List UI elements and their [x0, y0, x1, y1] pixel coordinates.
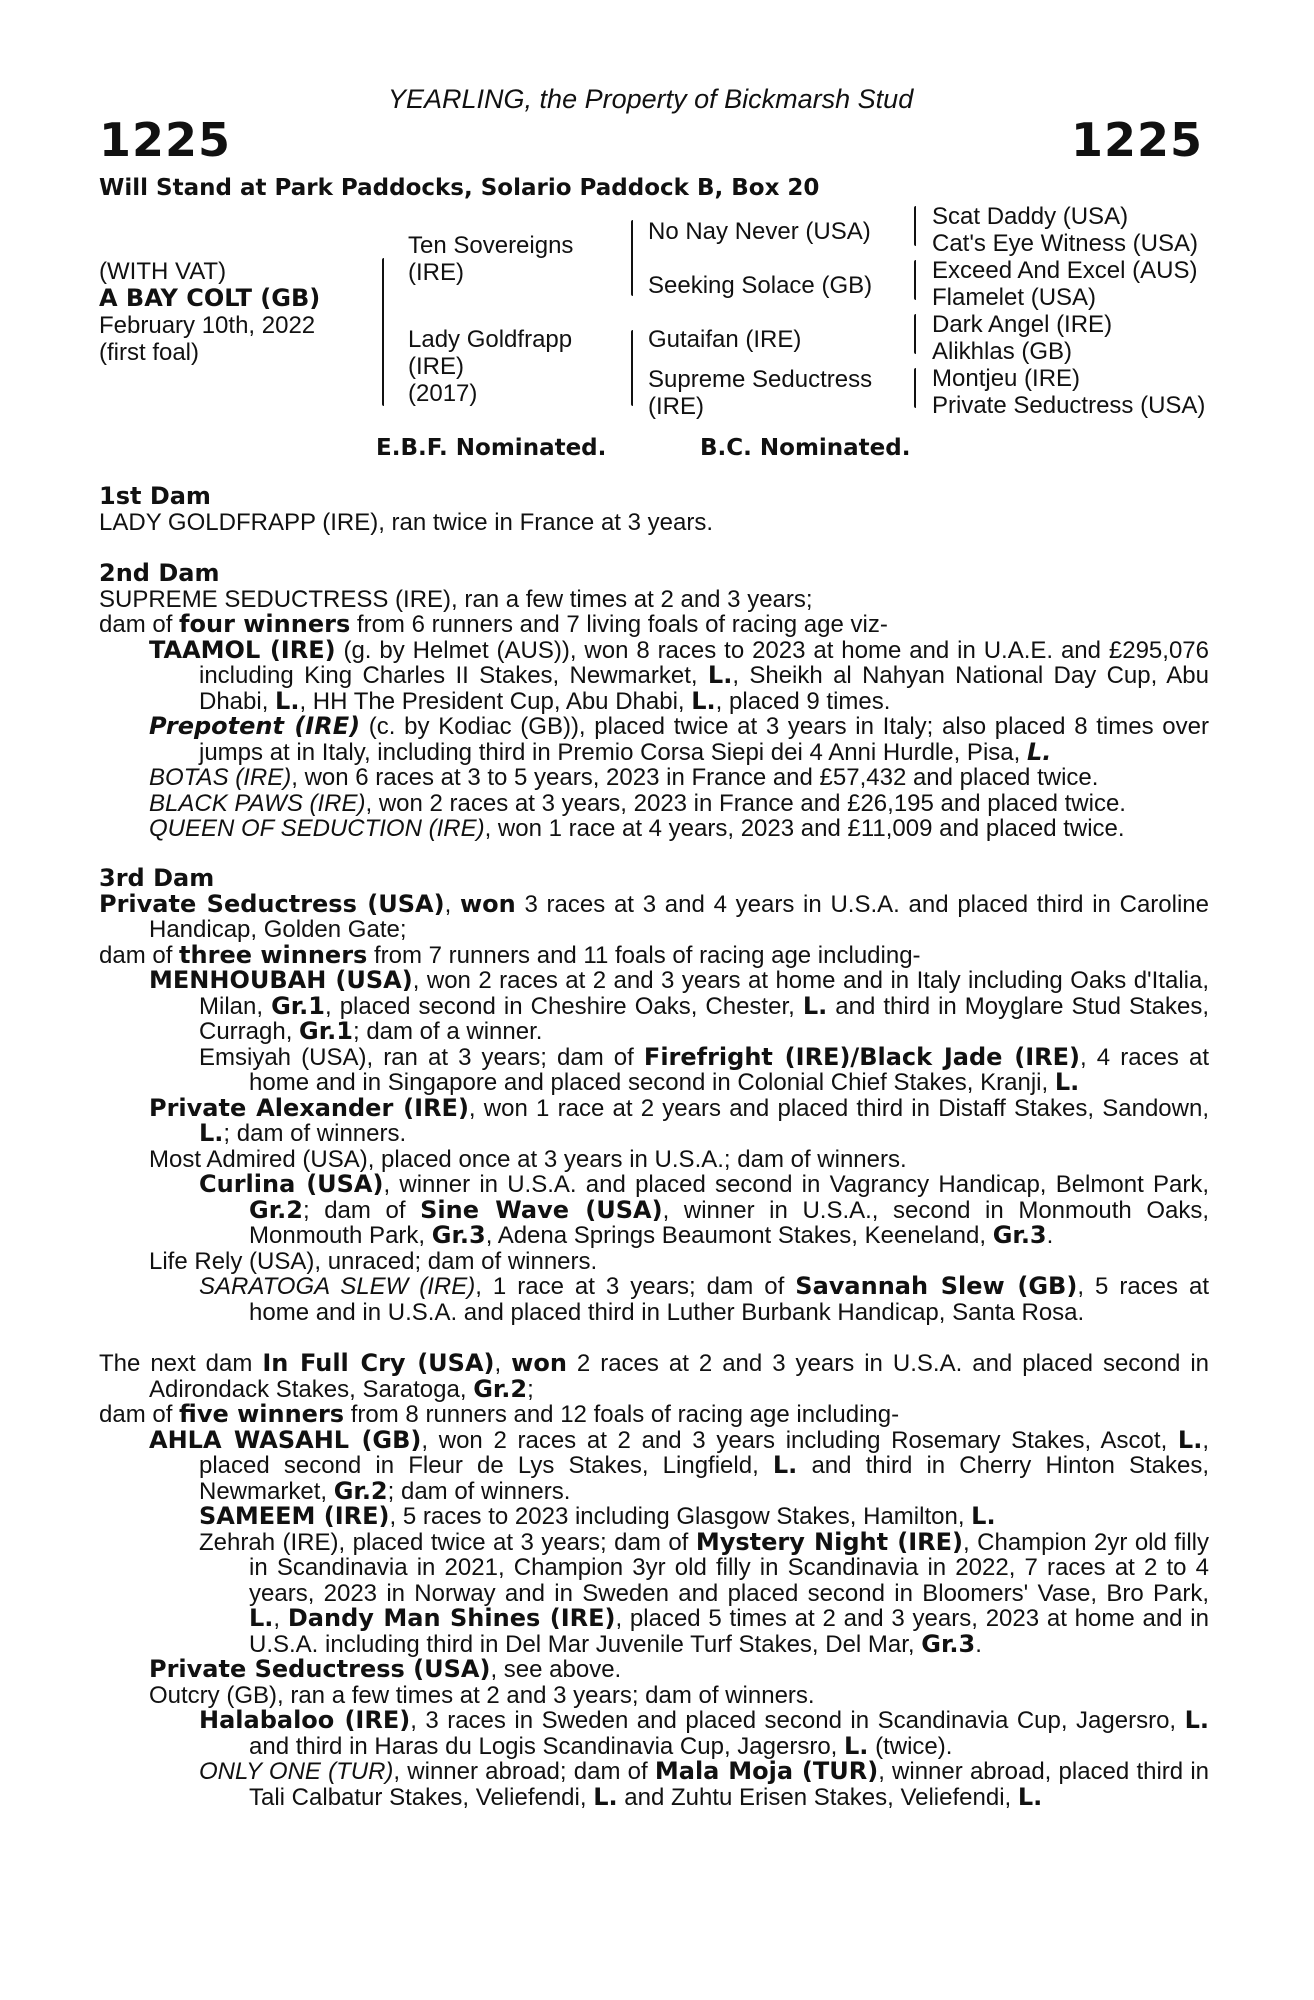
foal-note: (first foal) [99, 339, 200, 366]
second-dam-section [99, 561, 1209, 842]
next-dam-section [99, 1351, 1209, 1810]
sire-name: Ten Sovereigns [408, 232, 574, 259]
pedigree-brace-3b [914, 260, 916, 300]
sire-country: (IRE) [408, 259, 464, 286]
produce-only-one: ONLY ONE (TUR), winner abroad; dam of Mala Moja (TUR), winner abroad, placed third in Tali Calbatur Stakes, Veliefendi, L. and Zuhtu Erisen Stakes, Veliefendi, L. [199, 1757, 1209, 1811]
produce-prepotent: Prepotent (IRE) (c. by Kodiac (GB)), placed twice at 3 years in Italy; also placed 8 times over jumps at in Italy, including third in Premio Corsa Siepi dei 4 Anni Hurdle, Pisa, L. [149, 712, 1209, 766]
pedigree-brace-3d [914, 368, 916, 408]
first-dam-heading: 1st Dam [99, 482, 211, 510]
produce-most-admired: Most Admired (USA), placed once at 3 years in U.S.A.; dam of winners. [149, 1145, 907, 1173]
dam-sire: Gutaifan (IRE) [648, 326, 802, 353]
catalogue-header: YEARLING, the Property of Bickmarsh Stud [388, 84, 914, 114]
produce-emsiyah: Emsiyah (USA), ran at 3 years; dam of Firefright (IRE)/Black Jade (IRE), 4 races at home and in Singapore and placed second in Colonial Chief Stakes, Kranji, L. [199, 1042, 1210, 1096]
horse-name: A BAY COLT (GB) [99, 284, 321, 312]
pedigree-brace-3a [914, 206, 916, 246]
next-dam-produce-summary: dam of five winners from 8 runners and 12 foals of racing age including- [99, 1400, 900, 1428]
first-dam-section [99, 484, 1209, 535]
gen3-1: Scat Daddy (USA) [932, 203, 1129, 230]
produce-zehrah: Zehrah (IRE), placed twice at 3 years; dam of Mystery Night (IRE), Champion 2yr old filly in Scandinavia in 2021, Champion 3yr old filly in Scandinavia in 2022, 7 races at 2 to 4 years, 2023 in Norway and in Sweden and placed second in Bloomers' Vase, Bro Park, L., Dandy Man Shines (IRE), placed 5 times at 2 and 3 years, 2023 at home and in U.S.A. including third in Del Mar Juvenile Turf Stakes, Del Mar, Gr.3. [199, 1527, 1210, 1658]
dam-dam: Supreme Seductress [648, 366, 873, 393]
ebf-nomination: E.B.F. Nominated. [376, 435, 607, 461]
gen3-6: Alikhlas (GB) [932, 338, 1073, 365]
dam-name: Lady Goldfrapp [408, 326, 573, 353]
pedigree-brace-2b [631, 330, 633, 406]
gen3-7: Montjeu (IRE) [932, 365, 1081, 392]
gen3-3: Exceed And Excel (AUS) [932, 257, 1198, 284]
next-dam-record: The next dam In Full Cry (USA), won 2 races at 2 and 3 years in U.S.A. and placed second in Adirondack Stakes, Saratoga, Gr.2; [99, 1349, 1209, 1403]
produce-saratoga-slew: SARATOGA SLEW (IRE), 1 race at 3 years; dam of Savannah Slew (GB), 5 races at home and in U.S.A. and placed third in Luther Burbank Handicap, Santa Rosa. [199, 1272, 1210, 1326]
second-dam-line1: SUPREME SEDUCTRESS (IRE), ran a few times at 2 and 3 years; [99, 585, 813, 613]
produce-halabaloo: Halabaloo (IRE), 3 races in Sweden and placed second in Scandinavia Cup, Jagersro, L. and third in Haras du Logis Scandinavia Cup, Jagersro, L. (twice). [199, 1706, 1209, 1760]
gen3-4: Flamelet (USA) [932, 284, 1097, 311]
stand-location: Will Stand at Park Paddocks, Solario Paddock B, Box 20 [99, 175, 820, 201]
produce-black-paws: BLACK PAWS (IRE), won 2 races at 3 years, 2023 in France and £26,195 and placed twice. [149, 789, 1126, 817]
third-dam-record: Private Seductress (USA), won 3 races at 3 and 4 years in U.S.A. and placed third in Caroline Handicap, Golden Gate; [99, 889, 1209, 943]
dam-country: (IRE) [408, 353, 464, 380]
bc-nomination: B.C. Nominated. [700, 435, 911, 461]
pedigree-brace-1 [382, 258, 384, 406]
pedigree-brace-2a [631, 220, 633, 296]
produce-private-alexander: Private Alexander (IRE), won 1 race at 2 years and placed third in Distaff Stakes, Sandown, L.; dam of winners. [149, 1093, 1209, 1147]
third-dam-produce-summary: dam of three winners from 7 runners and 11 foals of racing age including- [99, 940, 921, 969]
produce-menhoubah: MENHOUBAH (USA), won 2 races at 2 and 3 years at home and in Italy including Oaks d'Italia, Milan, Gr.1, placed second in Cheshire Oaks, Chester, L. and third in Moyglare Stud Stakes, Curragh, Gr.1; dam of a winner. [149, 966, 1209, 1045]
produce-private-seductress: Private Seductress (USA), see above. [149, 1655, 622, 1683]
gen3-2: Cat's Eye Witness (USA) [932, 230, 1198, 257]
dam-dam-country: (IRE) [648, 393, 704, 420]
produce-life-rely: Life Rely (USA), unraced; dam of winners. [149, 1247, 598, 1275]
produce-outcry: Outcry (GB), ran a few times at 2 and 3 years; dam of winners. [149, 1681, 815, 1709]
third-dam-section [99, 866, 1209, 1325]
vat-note: (WITH VAT) [99, 258, 227, 285]
sire-dam: Seeking Solace (GB) [648, 272, 873, 299]
produce-sameem: SAMEEM (IRE), 5 races to 2023 including Glasgow Stakes, Hamilton, L. [199, 1502, 996, 1530]
sire-sire: No Nay Never (USA) [648, 218, 871, 245]
lot-number-right: 1225 [1070, 113, 1203, 167]
produce-curlina: Curlina (USA), winner in U.S.A. and placed second in Vagrancy Handicap, Belmont Park, Gr.2; dam of Sine Wave (USA), winner in U.S.A., second in Monmouth Oaks, Monmouth Park, Gr.3, Adena Springs Beaumont Stakes, Keeneland, Gr.3. [199, 1170, 1210, 1249]
dam-year: (2017) [408, 380, 478, 407]
gen3-5: Dark Angel (IRE) [932, 311, 1113, 338]
gen3-8: Private Seductress (USA) [932, 392, 1206, 419]
produce-botas: BOTAS (IRE), won 6 races at 3 to 5 years, 2023 in France and £57,432 and placed twice. [149, 764, 1099, 791]
second-dam-line2: dam of four winners from 6 runners and 7 living foals of racing age viz- [99, 610, 888, 638]
produce-ahla-wasahl: AHLA WASAHL (GB), won 2 races at 2 and 3 years including Rosemary Stakes, Ascot, L., placed second in Fleur de Lys Stakes, Lingfield, L. and third in Cherry Hinton Stakes, Newmarket, Gr.2; dam of winners. [149, 1425, 1210, 1505]
pedigree-brace-3c [914, 314, 916, 354]
second-dam-heading: 2nd Dam [99, 559, 220, 587]
lot-number-left: 1225 [99, 113, 232, 167]
produce-taamol: TAAMOL (IRE) (g. by Helmet (AUS)), won 8 races to 2023 at home and in U.A.E. and £295,076 including King Charles II Stakes, Newmarket, L., Sheikh al Nahyan National Day Cup, Abu Dhabi, L., HH The President Cup, Abu Dhabi, L., placed 9 times. [149, 635, 1209, 715]
birth-date: February 10th, 2022 [99, 312, 316, 339]
produce-queen: QUEEN OF SEDUCTION (IRE), won 1 race at 4 years, 2023 and £11,009 and placed twice. [149, 815, 1125, 842]
first-dam-text: LADY GOLDFRAPP (IRE), ran twice in France at 3 years. [99, 508, 713, 536]
third-dam-heading: 3rd Dam [99, 864, 215, 892]
